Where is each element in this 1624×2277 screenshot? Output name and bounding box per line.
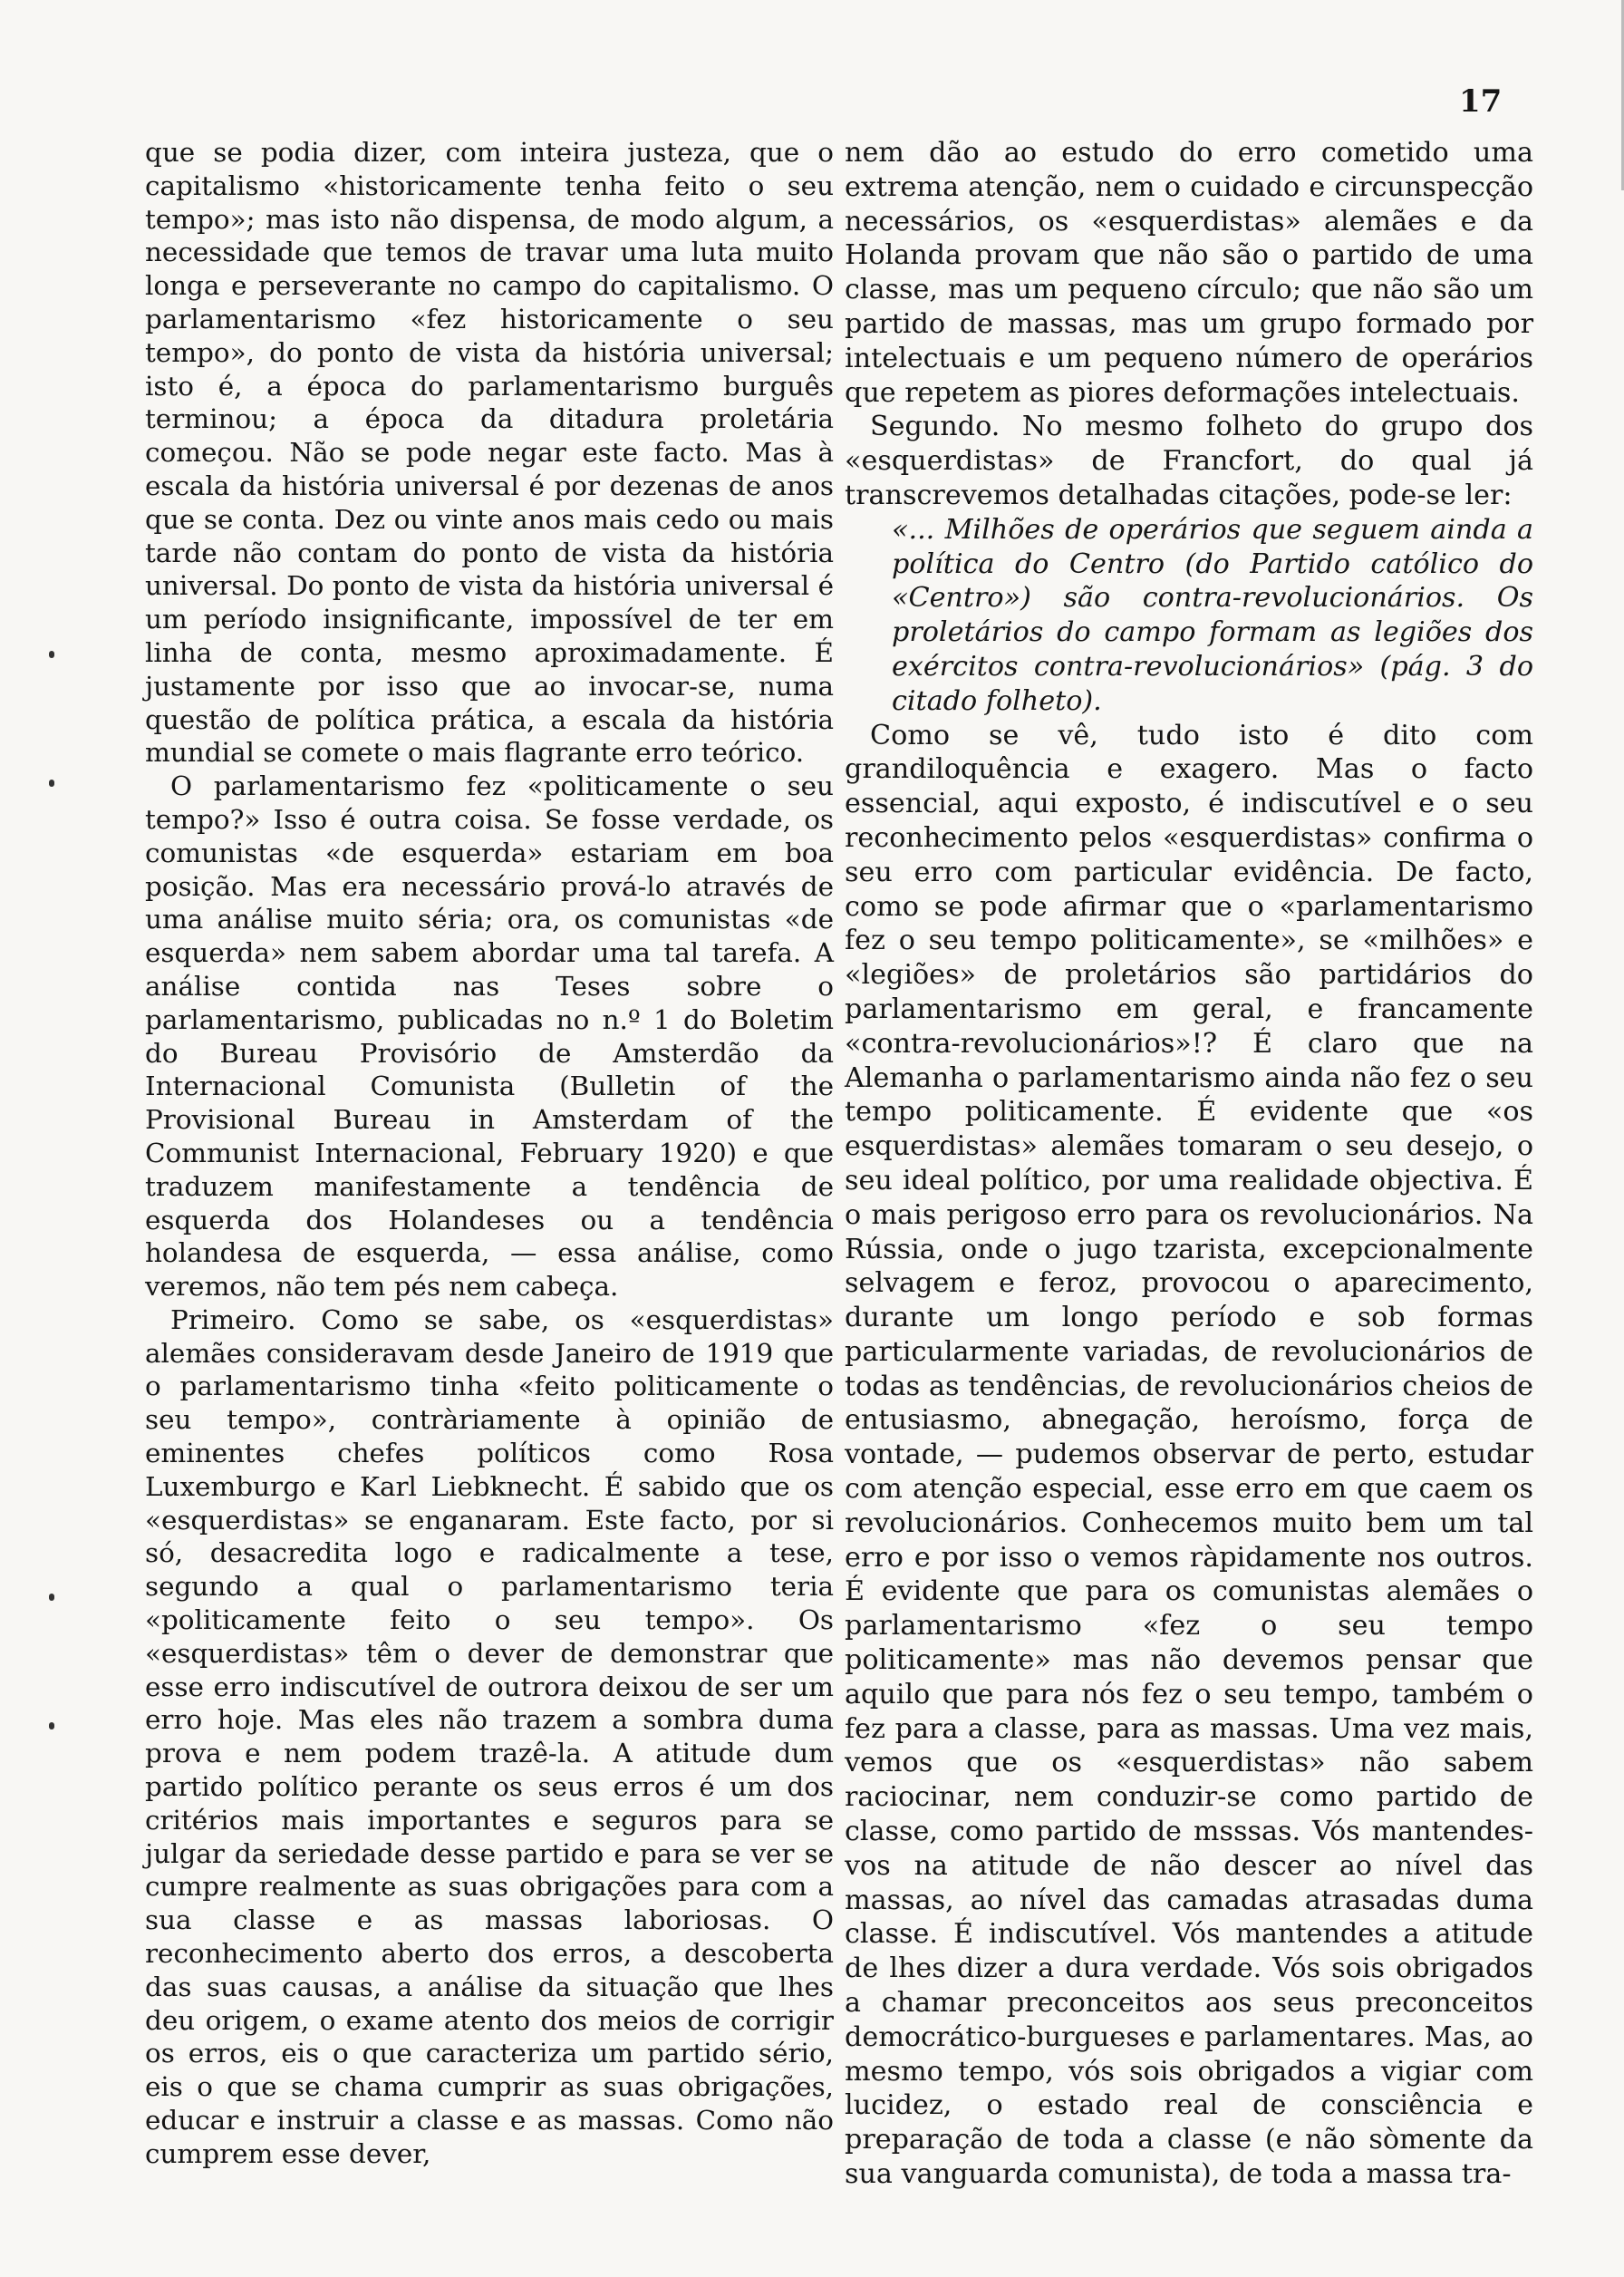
block-quotation: «... Milhões de operários que seguem ainda a política do Centro (do Partido católico do «Centro») são contra-revolucionários. Os proletários do campo formam as legiões dos exércitos contra-revolucionários» (pág. 3 do citado folheto). bbox=[892, 513, 1533, 717]
margin-dot bbox=[49, 780, 54, 787]
right-paragraph-3: Como se vê, tudo isto é dito com grandiloquência e exagero. Mas o facto essencial, aqui exposto, é indiscutível e o seu reconhecimento pelos «esquerdistas» confirma o seu erro com particular evidência. De facto, como se pode afirmar que o «parlamentarismo fez o seu tempo politicamente», se «milhões» e «legiões» de proletários são partidários do parlamentarismo em geral, e francamente «contra-revolucionários»!? É claro que na Alemanha o parlamentarismo ainda não fez o seu tempo politicamente. É evidente que «os esquerdistas» alemães tomaram o seu desejo, o seu ideal político, por uma realidade objectiva. É o mais perigoso erro para os revolucionários. Na Rússia, onde o jugo tzarista, excepcionalmente selvagem e feroz, provocou o aparecimento, durante um longo período e sob formas particularmente variadas, de revolucionários de todas as tendências, de revolucionários cheios de entusiasmo, abnegação, heroísmo, força de vontade, — pudemos observar de perto, estudar com atenção especial, esse erro em que caem os revolucionários. Conhecemos muito bem um tal erro e por isso o vemos ràpidamente nos outros. É evidente que para os comunistas alemães o parlamentarismo «fez o seu tempo politicamente» mas não devemos pensar que aquilo que para nós fez o seu tempo, também o fez para a classe, para as massas. Uma vez mais, vemos que os «esquerdistas» não sabem raciocinar, nem conduzir-se como partido de classe, como partido de msssas. Vós mantendes-vos na atitude de não descer ao nível das massas, ao nível das camadas atrasadas duma classe. É indiscutível. Vós mantendes a atitude de lhes dizer a dura verdade. Vós sois obrigados a chamar preconceitos aos seus preconceitos democrático-burgueses e parlamentares. Mas, ao mesmo tempo, vós sois obrigados a vigiar com lucidez, o estado real de consciência e preparação de toda a classe (e não sòmente da sua vanguarda comunista), de toda a massa tra- bbox=[845, 719, 1533, 2191]
left-paragraph-2: O parlamentarismo fez «politicamente o seu tempo?» Isso é outra coisa. Se fosse verdade, os comunistas «de esquerda» estariam em boa posição. Mas era necessário prová-lo através de uma análise muito séria; ora, os comunistas «de esquerda» nem sabem abordar uma tal tarefa. A análise contida nas Teses sobre o parlamentarismo, publicadas no n.º 1 do Boletim do Bureau Provisório de Amsterdão da Internacional Comunista (Bulletin of the Provisional Bureau in Amsterdam of the Communist Internacional, February 1920) e que traduzem manifestamente a tendência de esquerda dos Holandeses ou a tendência holandesa de esquerda, — essa análise, como veremos, não tem pés nem cabeça. bbox=[145, 770, 834, 1303]
left-paragraph-3: Primeiro. Como se sabe, os «esquerdistas» alemães consideravam desde Janeiro de 1919 que o parlamentarismo tinha «feito politicamente o seu tempo», contràriamente à opinião de eminentes chefes políticos como Rosa Luxemburgo e Karl Liebknecht. É sabido que os «esquerdistas» se enganaram. Este facto, por si só, desacredita logo e radicalmente a tese, segundo a qual o parlamentarismo teria «politicamente feito o seu tempo». Os «esquerdistas» têm o dever de demonstrar que esse erro indiscutível de outrora deixou de ser um erro hoje. Mas eles não trazem a sombra duma prova e nem podem trazê-la. A atitude dum partido político perante os seus erros é um dos critérios mais importantes e seguros para se julgar da seriedade desse partido e para se ver se cumpre realmente as suas obrigações para com a sua classe e as massas laboriosas. O reconhecimento aberto dos erros, a descoberta das suas causas, a análise da situação que lhes deu origem, o exame atento dos meios de corrigir os erros, eis o que caracteriza um partido sério, eis o que se chama cumprir as suas obrigações, educar e instruir a classe e as massas. Como não cumprem esse dever, bbox=[145, 1303, 834, 2169]
left-column bbox=[145, 136, 834, 2171]
margin-dot bbox=[49, 651, 54, 658]
margin-dot bbox=[49, 1722, 54, 1730]
right-column bbox=[845, 136, 1533, 2192]
left-paragraph-1: que se podia dizer, com inteira justeza, que o capitalismo «historicamente tenha feito o seu tempo»; mas isto não dispensa, de modo algum, a necessidade que temos de travar uma luta muito longa e perseverante no campo do capitalismo. O parlamentarismo «fez historicamente o seu tempo», do ponto de vista da história universal; isto é, a época do parlamentarismo burguês terminou; a época da ditadura proletária começou. Não se pode negar este facto. Mas à escala da história universal é por dezenas de anos que se conta. Dez ou vinte anos mais cedo ou mais tarde não contam do ponto de vista da história universal. Do ponto de vista da história universal é um período insignificante, impossível de ter em linha de conta, mesmo aproximadamente. É justamente por isso que ao invocar-se, numa questão de política prática, a escala da história mundial se comete o mais flagrante erro teórico. bbox=[145, 137, 834, 769]
right-paragraph-2: Segundo. No mesmo folheto do grupo dos «esquerdistas» de Francfort, do qual já transcrevemos detalhadas citações, pode-se ler: bbox=[845, 411, 1533, 511]
margin-dot bbox=[49, 1594, 54, 1601]
page-number: 17 bbox=[1459, 83, 1503, 120]
right-paragraph-1: nem dão ao estudo do erro cometido uma extrema atenção, nem o cuidado e circunspecção necessários, os «esquerdistas» alemães e da Holanda provam que não são o partido de uma classe, mas um pequeno círculo; que não são um partido de massas, mas um grupo formado por intelectuais e um pequeno número de operários que repetem as piores deformações intelectuais. bbox=[845, 137, 1533, 409]
